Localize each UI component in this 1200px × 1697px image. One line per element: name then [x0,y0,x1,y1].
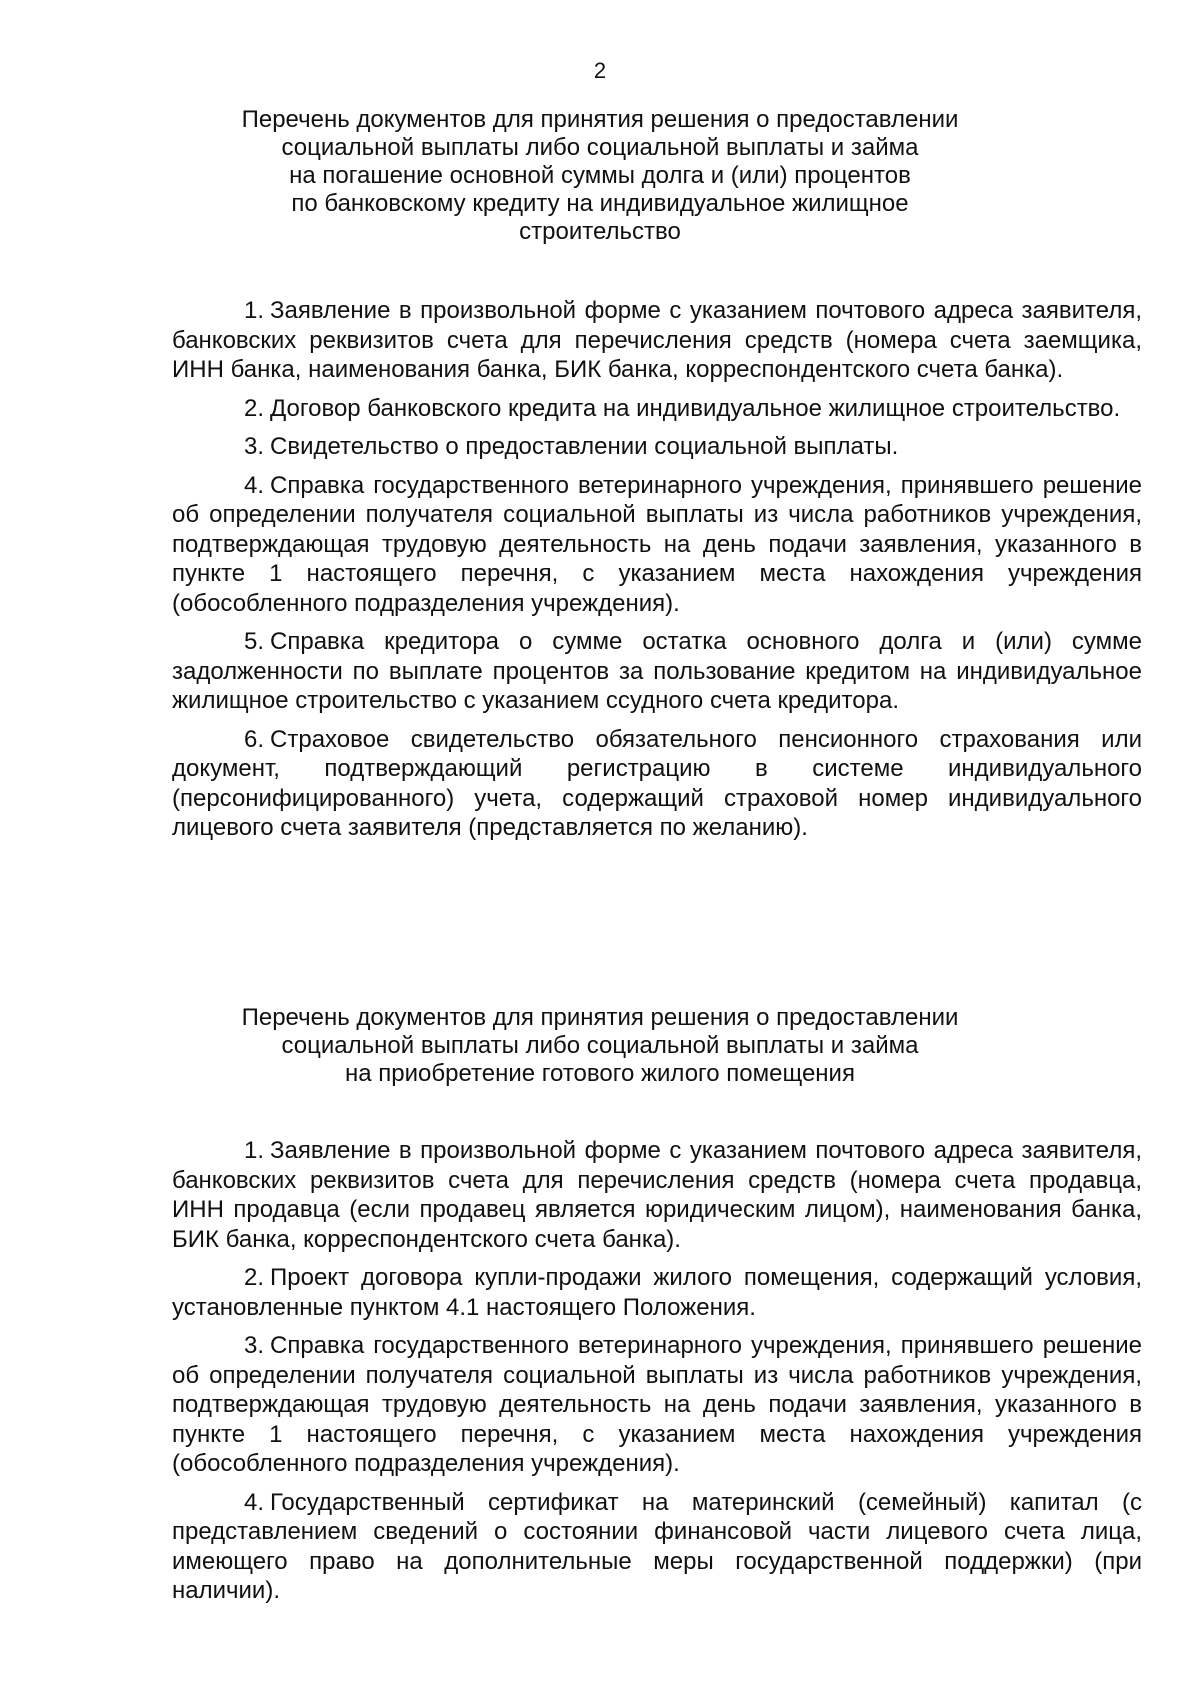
item-number: 3. [244,1332,265,1359]
item-number: 4. [244,1488,265,1516]
section-1-title-line: на погашение основной суммы долга и (или) процентов [289,162,911,189]
section-2-list [172,1136,1142,1615]
item-number: 1. [244,1137,265,1164]
list-item [172,296,1142,385]
list-item [172,1136,1142,1254]
page-number: 2 [593,58,607,83]
section-2-title-line: социальной выплаты либо социальной выплаты и займа [281,1032,919,1059]
section-1-title-line: строительство [519,218,681,245]
section-2-title-line: на приобретение готового жилого помещения [345,1060,855,1087]
item-number: 2. [244,394,265,422]
item-number: 2. [244,1264,265,1291]
list-item [172,627,1142,716]
section-1-title-line: по банковскому кредиту на индивидуальное жилищное [291,190,909,217]
list-item [172,471,1142,619]
section-2-title [0,1004,1200,1088]
item-text: Свидетельство о предоставлении социальной выплаты. [270,433,899,460]
section-1-title-line: Перечень документов для принятия решения о предоставлении [241,106,959,133]
item-text: Государственный сертификат на материнский (семейный) капитал (с представлением сведений о состоянии финансовой части лицевого счета лица, имеющего право на дополнительные меры государственной поддержки) (при наличии). [172,1488,1142,1604]
item-number: 3. [244,433,265,460]
list-item [172,725,1142,843]
item-text: Справка государственного ветеринарного учреждения, принявшего решение об определении получателя социальной выплаты из числа работников учреждения, подтверждающая трудовую деятельность на день подачи заявления, указанного в пункте 1 настоящего перечня, с указанием места нахождения учреждения (обособленного подразделения учреждения). [172,471,1142,617]
item-number: 1. [244,297,265,324]
item-text: Справка государственного ветеринарного учреждения, принявшего решение об определении получателя социальной выплаты из числа работников учреждения, подтверждающая трудовую деятельность на день подачи заявления, указанного в пункте 1 настоящего перечня, с указанием места нахождения учреждения (обособленного подразделения учреждения). [172,1332,1142,1477]
item-text: Заявление в произвольной форме с указанием почтового адреса заявителя, банковских реквизитов счета для перечисления средств (номера счета заемщика, ИНН банка, наименования банка, БИК банка, корреспондентского счета банка). [172,297,1142,383]
list-item [172,432,1142,462]
section-1-title [0,106,1200,246]
item-number: 5. [244,628,265,655]
list-item [172,1331,1142,1479]
section-2-title-line: Перечень документов для принятия решения о предоставлении [241,1004,959,1031]
list-item [172,1263,1142,1322]
item-text: Справка кредитора о сумме остатка основного долга и (или) сумме задолженности по выплате процентов за пользование кредитом на индивидуальное жилищное строительство с указанием ссудного счета кредитора. [172,628,1142,714]
item-number: 6. [244,725,265,753]
item-text: Проект договора купли-продажи жилого помещения, содержащий условия, установленные пунктом 4.1 настоящего Положения. [172,1264,1142,1321]
item-number: 4. [244,471,265,499]
section-1-title-line: социальной выплаты либо социальной выплаты и займа [281,134,919,161]
item-text: Договор банковского кредита на индивидуальное жилищное строительство. [270,394,1121,422]
list-item [172,1488,1142,1606]
section-1-list [172,296,1142,852]
item-text: Заявление в произвольной форме с указанием почтового адреса заявителя, банковских реквизитов счета для перечисления средств (номера счета продавца, ИНН продавца (если продавец является юридическим лицом), наименования банка, БИК банка, корреспондентского счета банка). [172,1137,1142,1253]
item-text: Страховое свидетельство обязательного пенсионного страхования или документ, подтверждающий регистрацию в системе индивидуального (персонифицированного) учета, содержащий страховой номер индивидуального лицевого счета заявителя (представляется по желанию). [172,725,1142,841]
list-item [172,394,1142,424]
